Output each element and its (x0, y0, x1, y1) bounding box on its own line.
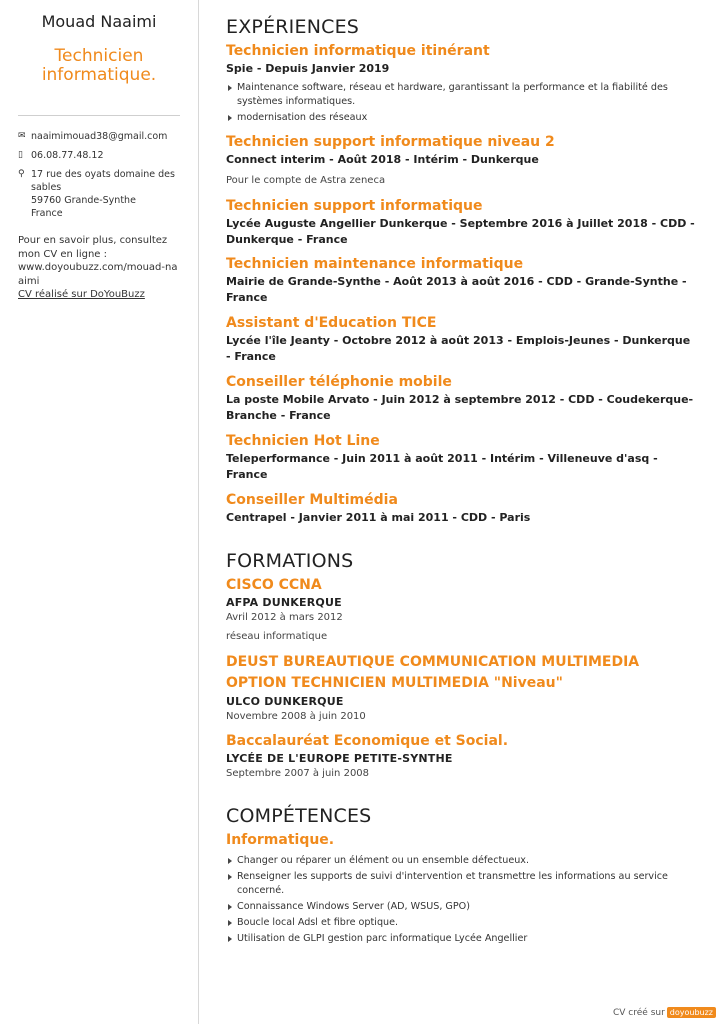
experience-sub: Connect interim - Août 2018 - Intérim - Dunkerque (226, 153, 539, 166)
envelope-icon: ✉ (18, 131, 26, 141)
list-item: Boucle local Adsl et fibre optique. (226, 916, 696, 930)
experience-sub: Teleperformance - Juin 2011 à août 2011 - Intérim - Villeneuve d'asq - France (226, 452, 658, 481)
contact-block (18, 130, 180, 220)
job-title: Technicien informatique. (41, 46, 157, 85)
online-cv-url[interactable]: www.doyoubuzz.com/mouad-naaimi (18, 262, 178, 287)
experience-item (226, 197, 696, 248)
sidebar-divider (18, 115, 180, 116)
main-content (226, 14, 696, 948)
formation-title: CISCO CCNA (226, 577, 322, 593)
section-title-experiences: EXPÉRIENCES (226, 16, 360, 38)
competence-group-title: Informatique. (226, 832, 335, 848)
formation-item (226, 732, 696, 781)
experience-item (226, 491, 696, 526)
phone-icon: ▯ (18, 150, 23, 160)
experience-item (226, 432, 696, 483)
formation-school: ULCO DUNKERQUE (226, 695, 344, 708)
experience-item (226, 133, 696, 188)
formation-school: LYCÉE DE L'EUROPE PETITE-SYNTHE (226, 752, 453, 765)
experience-item (226, 373, 696, 424)
experience-title: Technicien maintenance informatique (226, 256, 524, 272)
experience-note: Pour le compte de Astra zeneca (226, 175, 386, 186)
vertical-divider (198, 0, 199, 1024)
experience-sub: Mairie de Grande-Synthe - Août 2013 à août 2016 - CDD - Grande-Synthe - France (226, 275, 687, 304)
formation-title: Baccalauréat Economique et Social. (226, 733, 509, 749)
email-text[interactable]: naaimimouad38@gmail.com (31, 131, 168, 142)
list-item: Utilisation de GLPI gestion parc informatique Lycée Angellier (226, 932, 696, 946)
formation-note: réseau informatique (226, 631, 328, 642)
experience-item (226, 314, 696, 365)
experience-sub: Centrapel - Janvier 2011 à mai 2011 - CDD - Paris (226, 511, 531, 524)
formation-date: Septembre 2007 à juin 2008 (226, 768, 370, 779)
sidebar (18, 10, 180, 302)
contact-email[interactable] (18, 130, 180, 143)
experience-sub: La poste Mobile Arvato - Juin 2012 à septembre 2012 - CDD - Coudekerque-Branche - France (226, 393, 694, 422)
location-pin-icon: ⚲ (18, 169, 25, 179)
competence-bullets (226, 854, 696, 946)
experience-title: Conseiller Multimédia (226, 492, 398, 508)
list-item: Connaissance Windows Server (AD, WSUS, GPO) (226, 900, 696, 914)
experience-sub: Spie - Depuis Janvier 2019 (226, 62, 390, 75)
contact-address (18, 168, 180, 220)
cv-made-link[interactable]: CV réalisé sur DoYouBuzz (18, 289, 145, 300)
experience-title: Conseiller téléphonie mobile (226, 374, 452, 390)
formation-date: Avril 2012 à mars 2012 (226, 612, 343, 623)
address-line: 17 rue des oyats domaine des sables (31, 169, 175, 193)
formation-date: Novembre 2008 à juin 2010 (226, 711, 366, 722)
address-line: 59760 Grande-Synthe (31, 195, 136, 206)
experience-bullets (226, 81, 696, 125)
person-name: Mouad Naaimi (41, 12, 157, 31)
formation-item (226, 576, 696, 644)
experience-item (226, 255, 696, 306)
experience-title: Assistant d'Education TICE (226, 315, 437, 331)
experience-sub: Lycée Auguste Angellier Dunkerque - Septembre 2016 à Juillet 2018 - CDD - Dunkerque - France (226, 217, 695, 246)
experience-title: Technicien Hot Line (226, 433, 380, 449)
online-cv-text: Pour en savoir plus, consultez mon CV en ligne : (18, 235, 168, 260)
experience-item (226, 42, 696, 125)
experience-sub: Lycée l'île Jeanty - Octobre 2012 à août 2013 - Emplois-Jeunes - Dunkerque - France (226, 334, 691, 363)
section-title-formations: FORMATIONS (226, 550, 354, 572)
online-cv-block (18, 234, 180, 302)
doyoubuzz-logo[interactable]: doyoubuzz (667, 1007, 716, 1018)
experience-title: Technicien support informatique (226, 198, 483, 214)
experience-title: Technicien informatique itinérant (226, 43, 490, 59)
list-item: modernisation des réseaux (226, 111, 696, 125)
footer (613, 1007, 716, 1018)
contact-phone (18, 149, 180, 162)
footer-text: CV créé sur (613, 1007, 665, 1018)
experience-title: Technicien support informatique niveau 2 (226, 134, 555, 150)
phone-text: 06.08.77.48.12 (31, 150, 104, 161)
section-title-competences: COMPÉTENCES (226, 805, 372, 827)
formation-school: AFPA DUNKERQUE (226, 596, 342, 609)
list-item: Changer ou réparer un élément ou un ensemble défectueux. (226, 854, 696, 868)
formation-title: DEUST BUREAUTIQUE COMMUNICATION MULTIMEDIA OPTION TECHNICIEN MULTIMEDIA "Niveau" (226, 654, 640, 691)
list-item: Maintenance software, réseau et hardware, garantissant la performance et la fiabilité des systèmes informatiques. (226, 81, 696, 109)
address-line: France (31, 208, 63, 219)
list-item: Renseigner les supports de suivi d'intervention et transmettre les informations au service concerné. (226, 870, 696, 898)
formation-item (226, 652, 696, 724)
